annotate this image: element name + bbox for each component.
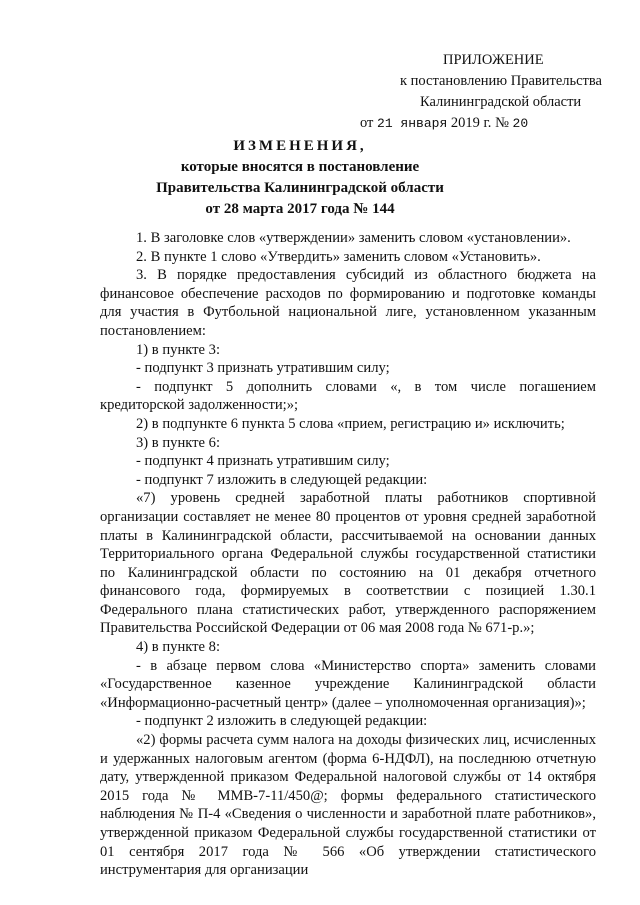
appendix-date-line <box>360 113 602 134</box>
date-prefix: от <box>360 115 374 131</box>
paragraph: - в абзаце первом слова «Министерство спорта» заменить словами «Государственное казенное учреждение Калининградской области «Информационно-расчетный центр» (далее – уполномоченная организация)»; <box>100 657 596 711</box>
paragraph: 3) в пункте 6: <box>136 434 221 451</box>
paragraph: «7) уровень средней заработной платы работников спортивной организации составляет не менее 80 процентов от уровня средней заработной платы в Калининградской области, рассчитываемой на основании данных Территориального органа Федеральной службы государственной статистики по Калининградской области по состоянию на 01 декабря отчетного финансового года, формируемых в соответствии с позицией 1.30.1 Федерального плана статистических работ, утвержденного распоряжением Правительства Российской Федерации от 06 мая 2008 года № 671-р.»; <box>100 490 596 637</box>
heading-title: ИЗМЕНЕНИЯ, <box>233 138 367 154</box>
paragraph: - подпункт 7 изложить в следующей редакции: <box>136 471 428 488</box>
number-stamp: 20 <box>512 116 529 131</box>
paragraph: - подпункт 2 изложить в следующей редакции: <box>136 713 428 730</box>
paragraph: 2. В пункте 1 слово «Утвердить» заменить словом «Установить». <box>136 248 541 265</box>
document-heading <box>100 136 500 220</box>
heading-line-2: которые вносятся в постановление <box>180 159 420 175</box>
appendix-decree-line: к постановлению Правительства <box>400 73 602 89</box>
paragraph: 3. В порядке предоставления субсидий из областного бюджета на финансовое обеспечение расходов по формированию и подготовке команды для участия в Футбольной национальной лиге, установленном указанным постановлением: <box>100 267 596 339</box>
paragraph: - подпункт 3 признать утратившим силу; <box>136 360 390 377</box>
paragraph: - подпункт 5 дополнить словами «, в том числе погашением кредиторской задолженности;»; <box>100 378 596 414</box>
document-body <box>100 229 596 880</box>
appendix-label: ПРИЛОЖЕНИЕ <box>443 52 544 68</box>
date-stamp: 21 января <box>377 116 448 131</box>
heading-line-4: от 28 марта 2017 года № 144 <box>205 201 395 217</box>
date-year: 2019 г. <box>450 115 492 131</box>
paragraph: 1. В заголовке слов «утверждении» заменить словом «установлении». <box>136 230 571 246</box>
number-label: № <box>495 115 509 131</box>
paragraph: 1) в пункте 3: <box>136 341 221 358</box>
paragraph: 2) в подпункте 6 пункта 5 слова «прием, регистрацию и» исключить; <box>136 415 565 432</box>
appendix-header <box>360 50 602 134</box>
paragraph: 4) в пункте 8: <box>136 639 221 656</box>
paragraph: - подпункт 4 признать утратившим силу; <box>136 453 390 470</box>
paragraph: «2) формы расчета сумм налога на доходы физических лиц, исчисленных и удержанных налоговым агентом (форма 6-НДФЛ), на последнюю отчетную дату, утвержденной приказом Федеральной налоговой службы от 14 октября 2015 года № ММВ-7-11/450@; формы федерального статистического наблюдения № П-4 «Сведения о численности и заработной плате работников», утвержденной приказом Федеральной службы государственной статистики от 01 сентября 2017 года № 566 «Об утверждении статистического инструментария для организации <box>100 732 596 879</box>
appendix-region-line: Калининградской области <box>420 94 582 110</box>
heading-line-3: Правительства Калининградской области <box>156 180 444 196</box>
